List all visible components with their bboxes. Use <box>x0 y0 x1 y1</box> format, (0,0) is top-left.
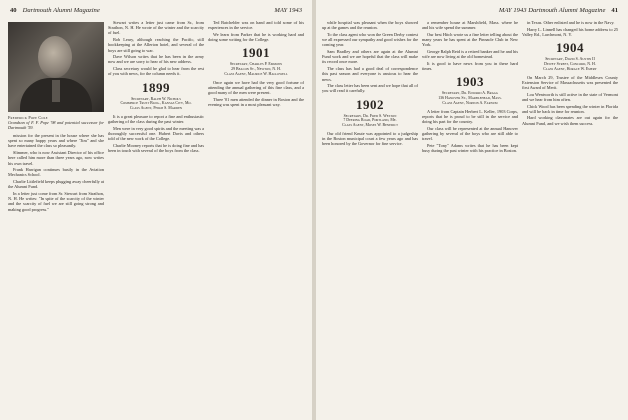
secretary-address: Commerce Trust Bldg., Kansas City, Mo. <box>120 101 192 106</box>
class-year-heading: 1901 <box>242 45 270 61</box>
paragraph: George Ralph Reid is a retired banker and he and his wife are now living at the old homestead. <box>422 49 518 60</box>
caption-text: Grandson of F. F. Pope '98 and potential successor for Dartmouth '59. <box>8 120 104 130</box>
paragraph: Our old friend Knute was appointed to a judgeship in the Boston municipal court a few years ago and has been honored by the Governor for fine service. <box>322 131 418 147</box>
paragraph: Men were in very good spirits and the meeting was a thoroughly successful one. Hubert Davis and others told of the new work of the College. <box>108 125 204 142</box>
class-year-heading: 1903 <box>456 74 484 90</box>
paragraph: Stewart writes a letter just came from Sr., from Strathon, N. H. He wrote of the winter and the scarcity of fuel. <box>108 20 204 36</box>
paragraph: On March 29, Trustee of the Middlesex County Extension Service of Massachusetts was presented the first Award of Merit. <box>522 74 618 90</box>
paragraph: The class has had a good deal of correspondence this past season and everyone is anxious to hear the news. <box>322 66 418 82</box>
left-page <box>0 0 312 420</box>
issue-date: MAY 1943 <box>498 6 527 14</box>
paragraph: a remember house at Marshfield, Mass. where he and his wife spend the summer. <box>422 20 518 31</box>
left-column-1 <box>8 20 104 213</box>
class-secretary: Secretary, Dr. Fred S. Weston <box>343 113 397 118</box>
paragraph: Frank Harrigan continues busily in the Aviation Mechanics School. <box>8 167 104 178</box>
right-running-head <box>326 4 618 16</box>
paragraph: Harry L. Linnell has changed his home address to 25 Valley Rd., Larchmont, N. Y. <box>522 26 618 37</box>
paragraph: Lou Wentworth is still active in the state of Vermont and we hear from him often. <box>522 91 618 102</box>
left-column-3 <box>208 20 304 109</box>
magazine-title: Dartmouth Alumni Magazine <box>528 6 606 14</box>
running-title <box>17 7 275 14</box>
right-column-3 <box>522 20 618 127</box>
paragraph: Bob Leary, although reaching the Pacific, still bookkeeping at the Allerton hotel, and several of the boys are still going to war. <box>108 37 204 53</box>
class-secretary: Secretary, Charles P. Emmons <box>229 62 283 67</box>
class-secretary: Secretary, Dr. Edward A. Bragg <box>441 91 499 96</box>
class-secretary: Secretary, David S. Austin II <box>545 57 595 62</box>
paragraph: Slimmer, who is now Assistant Director of his office here called him more than three years ago, now writes his own travel. <box>8 150 104 166</box>
paragraph: while hospital was pleasant when the boys showed up at the games and the reunion. <box>322 20 418 31</box>
photo-caption <box>8 115 104 130</box>
paragraph: Our class will be represented at the annual Hanover gathering by several of the boys who are still able to travel. <box>422 125 518 142</box>
paragraph: Class secretary would be glad to hear from the rest of you with news, for the column needs it. <box>108 66 204 77</box>
paragraph: Sam Bradley and others are again at the Alumni Fund work and we are hopeful that the class will make its record once more. <box>322 49 418 65</box>
paragraph: The class letter has been sent and we hope that all of you will read it carefully. <box>322 83 418 94</box>
secretary-address: 7 Deering Road, Portland, Me. <box>343 118 397 123</box>
right-column-2 <box>422 20 518 155</box>
caption-name: Frederick Pope Cole <box>8 115 48 120</box>
paragraph: We learn from Parker that he is working hard and doing some writing for the College. <box>208 31 304 43</box>
right-page <box>316 0 628 420</box>
class-agent: Class Agent, Philip S. Marden <box>129 106 183 111</box>
class-year-heading: 1904 <box>556 40 584 56</box>
class-agent: Class Agent, Horace W. Emery <box>543 66 597 71</box>
paragraph: Once again we have had the very good fortune of attending the annual gathering of this fine class, and a good many of the men were present. <box>208 79 304 96</box>
paragraph: Three '01 men attended the dinner in Boston and the evening was spent in a most pleasant way. <box>208 96 304 108</box>
paragraph: Chick Wood has been spending the winter in Florida and will be back in time for reunion. <box>522 103 618 114</box>
class-year-heading: 1899 <box>142 79 170 95</box>
paragraph: In a letter just come from Sr. Stewart from Strathon, N. H. He writes: "In spite of the scarcity of the winter and the scarcity of fuel we are still going strong and making good progress." <box>8 191 104 212</box>
paragraph: It is good to have news from you in these hard times. <box>422 60 518 72</box>
right-column-1 <box>322 20 418 148</box>
class-secretary: Secretary, Ralph W. Nichols <box>131 96 181 101</box>
paragraph: A letter from Captain Herbert L. Keller, 1903 Corps, reports that he is proud to be still in the service and doing his part for the country. <box>422 108 518 125</box>
paragraph: Charlie Littlefield keeps plugging away cheerfully at the Alumni Fund. <box>8 179 104 190</box>
left-column-2 <box>108 20 204 155</box>
page-number: 40 <box>10 6 17 14</box>
paragraph: mission for the present in the house where she has spent so many happy years and where "Jim" and she have entertained the class so pleasantly. <box>8 133 104 149</box>
paragraph: Charlie Mooney reports that he is doing fine and has been in touch with several of the boys from the class. <box>108 142 204 154</box>
paragraph: Dave Wilson writes that he has been in the army now and we are sorry to hear of his new address. <box>108 54 204 65</box>
page-number: 41 <box>611 6 618 14</box>
class-agent: Class Agent, Maurice W. Hallowell <box>224 71 288 76</box>
paragraph: Hard working classmates are out again for the Alumni Fund, and we wish them success. <box>522 115 618 126</box>
class-agent: Class Agent, Norton A. Farnum <box>442 100 498 105</box>
class-year-heading: 1902 <box>356 96 384 112</box>
paragraph: in Texas. Other enlisted and he is now in the Navy. <box>527 20 615 25</box>
class-agent: Class Agent, Moses W. Benedict <box>342 123 398 128</box>
secretary-address: Dewey Street, Concord, N. H. <box>544 61 596 66</box>
issue-date: MAY 1943 <box>274 6 302 14</box>
paragraph: It is a great pleasure to report a fine and enthusiastic gathering of the class during the past winter. <box>108 113 204 125</box>
paragraph: Ted Batchelder was on hand and told some of his experiences in the service. <box>208 20 304 31</box>
magazine-title: Dartmouth Alumni Magazine <box>22 6 100 14</box>
secretary-address: 29 Beacon St., Newton, N. H. <box>231 67 281 72</box>
secretary-address: 136 Hanover St., Marblehead, Mass. <box>438 96 502 101</box>
paragraph: Pete "Tony" Adams writes that he has been kept busy during the past winter with his practice in Boston. <box>422 142 518 154</box>
portrait-photo <box>8 22 104 112</box>
running-title <box>326 7 611 14</box>
paragraph: To the class agent who won the Green Derby contest we all expressed our sympathy and good wishes for the coming year. <box>322 31 418 48</box>
left-running-head <box>10 4 302 16</box>
paragraph: Our best Hitch wrote us a fine letter telling about the many years he has spent at the Pinnacle Club in New York. <box>422 31 518 48</box>
